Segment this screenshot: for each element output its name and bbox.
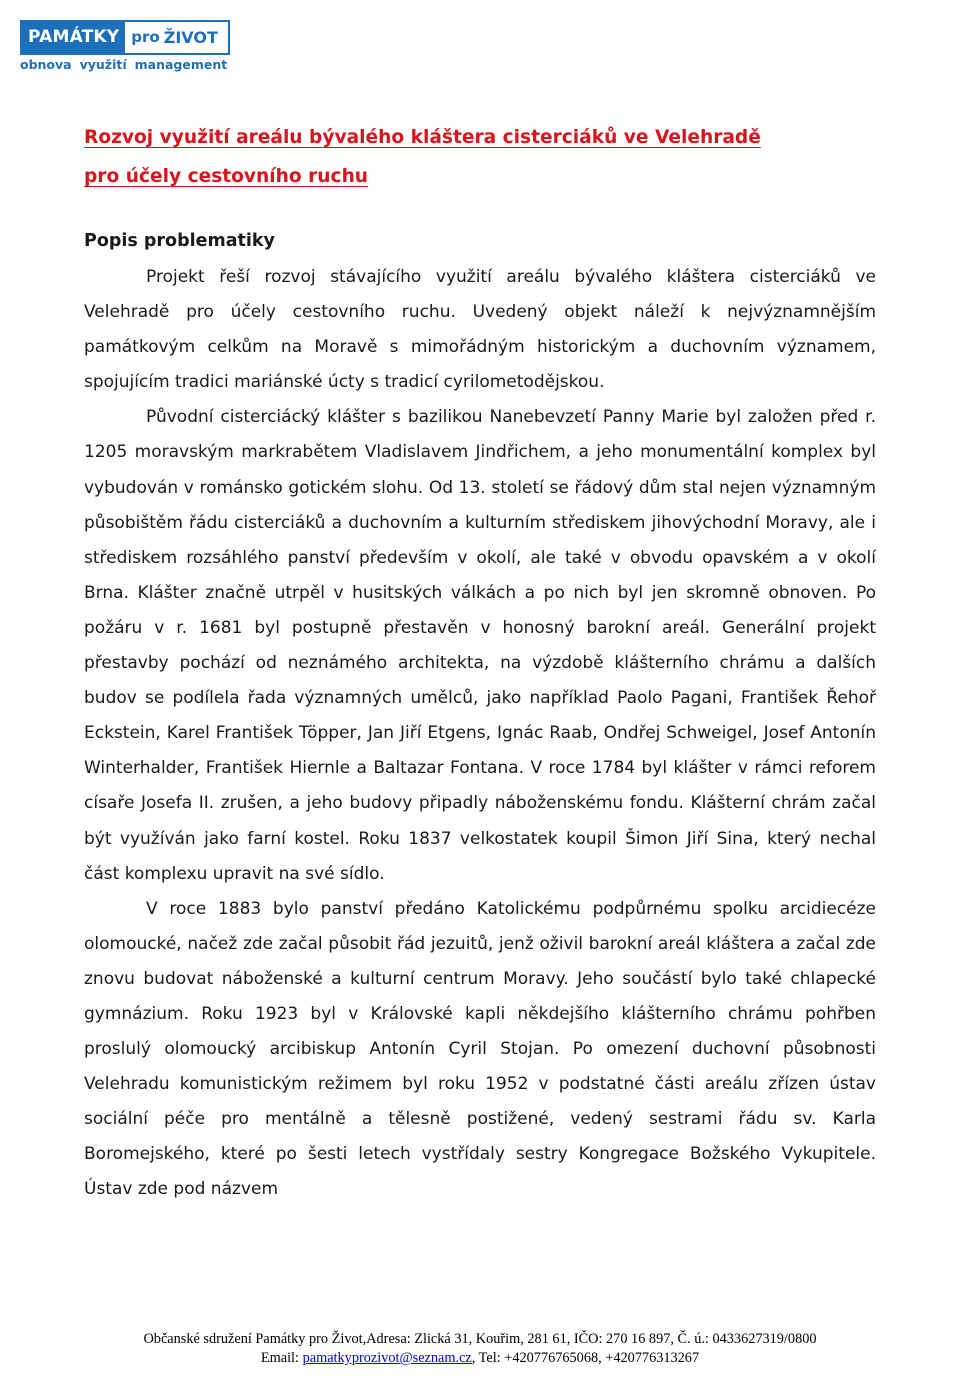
logo-wordmark bbox=[20, 20, 230, 55]
body-paragraph: V roce 1883 bylo panství předáno Katolickému podpůrnému spolku arcidiecéze olomoucké, načež zde začal působit řád jezuitů, jenž oživil barokní areál kláštera a začal zde znovu budovat náboženské a kulturní centrum Moravy. Jeho součástí bylo také chlapecké gymnázium. Roku 1923 byl v Královské kapli někdejšího klášterního chrámu pohřben proslulý olomoucký arcibiskup Antonín Cyril Stojan. Po omezení duchovní působnosti Velehradu komunistickým režimem byl roku 1952 v podstatné části areálu zřízen ústav sociální péče pro mentálně a tělesně postižené, vedený sestrami řádu sv. Karla Boromejského, které po šesti letech vystřídaly sestry Kongregace Božského Vykupitele. Ústav zde pod názvem bbox=[84, 898, 876, 1200]
body-paragraph: Původní cisterciácký klášter s bazilikou Nanebevzetí Panny Marie byl založen před r. 1205 moravským markrabětem Vladislavem Jindřichem, a jeho monumentální komplex byl vybudován v románsko gotickém slohu. Od 13. století se řádový dům stal nejen významným působištěm řádu cisterciáků a duchovním a kulturním střediskem jihovýchodní Moravy, ale i střediskem rozsáhlého panství především v okolí, ale také v obvodu opavském a v okolí Brna. Klášter značně utrpěl v husitských válkách a po nich byl jen skromně obnoven. Po požáru v r. 1681 byl postupně přestavěn v honosný barokní areál. Generální projekt přestavby pochází od neznámého architekta, na výzdobě klášterního chrámu a dalších budov se podílela řada významných umělců, jako například Paolo Pagani, František Řehoř Eckstein, Karel František Töpper, Jan Jiří Etgens, Ignác Raab, Ondřej Schweigel, Josef Antonín Winterhalder, František Hiernle a Baltazar Fontana. V roce 1784 byl klášter v rámci reforem císaře Josefa II. zrušen, a jeho budovy připadly náboženskému fondu. Klášterní chrám začal být využíván jako farní kostel. Roku 1837 velkostatek koupil Šimon Jiří Sina, který nechal část komplexu upravit na své sídlo. bbox=[84, 407, 876, 884]
logo-brand-pro: pro bbox=[131, 28, 160, 46]
footer-phones: , Tel: +420776765068, +420776313267 bbox=[471, 1350, 700, 1366]
footer-email-link[interactable]: pamatkyprozivot@seznam.cz bbox=[302, 1350, 472, 1366]
document-title-line-2: pro účely cestovního ruchu bbox=[84, 166, 369, 187]
logo-brand-zivot: ŽIVOT bbox=[163, 28, 218, 47]
logo-brand-main: PAMÁTKY bbox=[22, 22, 125, 53]
document-title-line-1: Rozvoj využití areálu bývalého kláštera cisterciáků ve Velehradě bbox=[84, 127, 761, 148]
document-body bbox=[84, 260, 876, 1208]
logo-tagline-item: obnova bbox=[20, 57, 72, 72]
body-paragraph: Projekt řeší rozvoj stávajícího využití areálu bývalého kláštera cisterciáků ve Velehradě pro účely cestovního ruchu. Uvedený objekt náleží k nejvýznamnějším památkovým celkům na Moravě s mimořádným historickým a duchovním významem, spojujícím tradici mariánské úcty s tradicí cyrilometodějskou. bbox=[84, 267, 876, 393]
logo-tagline-item: management bbox=[134, 57, 228, 72]
footer-contact bbox=[0, 1349, 960, 1368]
organization-logo bbox=[20, 20, 230, 72]
section-heading: Popis problematiky bbox=[84, 231, 275, 251]
logo-tagline-item: využití bbox=[79, 57, 127, 72]
footer-address: Občanské sdružení Památky pro Život,Adresa: Zlická 31, Kouřim, 281 61, IČO: 270 16 897, Č. ú.: 0433627319/0800 bbox=[143, 1331, 817, 1347]
logo-tagline bbox=[20, 57, 230, 72]
page-footer bbox=[0, 1330, 960, 1368]
footer-email-label: Email: bbox=[260, 1350, 303, 1366]
document-title bbox=[84, 118, 884, 196]
